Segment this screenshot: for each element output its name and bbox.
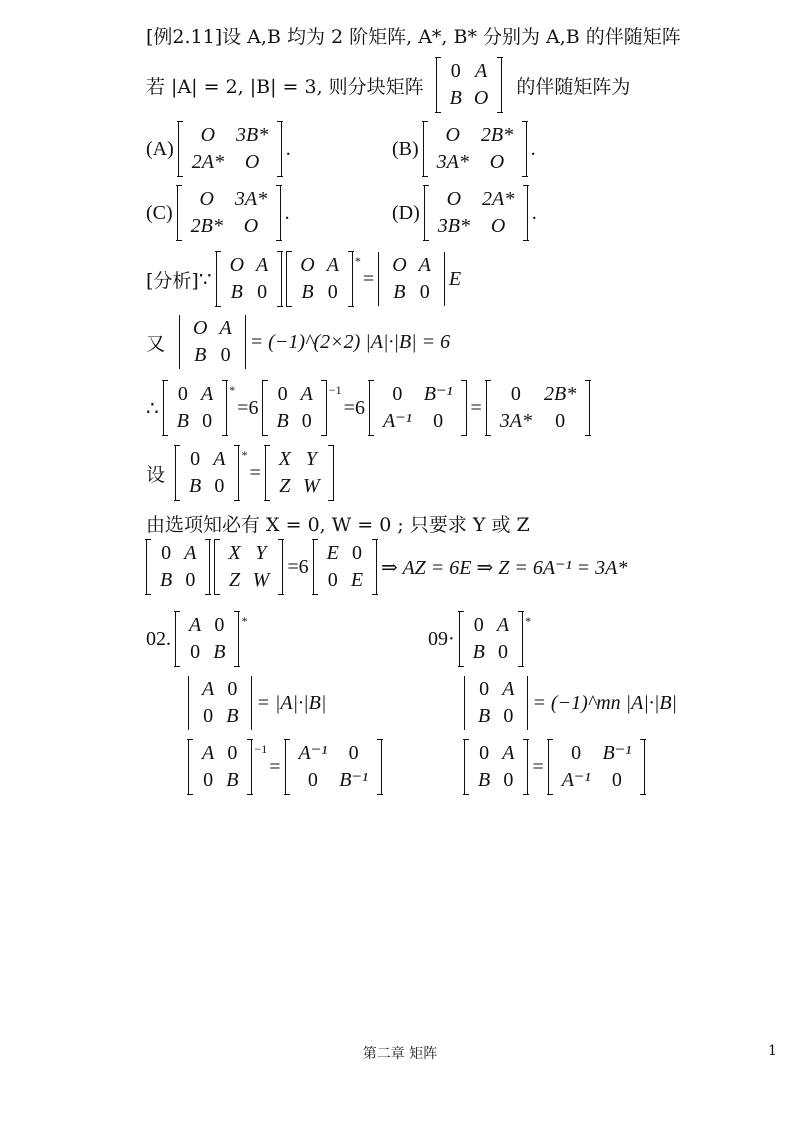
option-matrix: O 2A* 3B* O <box>424 186 528 240</box>
option-matrix: O 3B* 2A* O <box>178 122 282 176</box>
because-symbol: ∵ <box>198 268 212 291</box>
option-key: (B) <box>392 137 419 160</box>
option-key: (C) <box>146 201 173 224</box>
chain: ⇒ AZ = 6E ⇒ Z = 6A⁻¹ = 3A* <box>381 556 628 579</box>
analysis-line-2 <box>146 315 450 369</box>
analysis-known: 由选项知必有 X = 0, W = 0 ; 只要求 Y 或 Z <box>146 514 530 536</box>
problem-stem-2-post: 的伴随矩阵为 <box>516 75 631 98</box>
analysis-line-1: [分析] ∵ O A B 0 O A B 0 * = O A B 0 E <box>146 252 461 306</box>
note-09-det: 0 A B 0 = (−1)^mn |A|·|B| <box>460 676 677 730</box>
option-key: (D) <box>392 201 420 224</box>
set-word: 设 <box>146 463 166 486</box>
problem-line-2 <box>146 58 630 112</box>
determinant: O A B 0 <box>179 315 246 369</box>
analysis-line-4: 设 0 A B 0 * = X Y Z W <box>146 446 338 500</box>
note-09: 09· 0 A B 0 * <box>428 612 533 666</box>
note-02-det: A 0 0 B = |A|·|B| <box>184 676 326 730</box>
option-matrix: O 2B* 3A* O <box>423 122 527 176</box>
note-02-label: 02. <box>146 627 171 650</box>
analysis-label: [分析] <box>146 269 199 292</box>
chapter-footer: 第二章 矩阵 <box>362 1046 438 1062</box>
problem-stem-1: 设 A,B 均为 2 阶矩阵, A*, B* 分别为 A,B 的伴随矩阵 <box>222 26 681 48</box>
analysis-line-6: 0 A B 0 X Y Z W = 6 E 0 0 E ⇒ AZ = 6E ⇒ Z = 6A⁻¹ = 3A* <box>146 540 627 594</box>
note-09-label: 09· <box>428 627 455 650</box>
identity-E: E <box>448 267 462 290</box>
note-02: 02. A 0 0 B * <box>146 612 249 666</box>
determinant: O A B 0 <box>378 252 445 306</box>
page-number: 1 <box>768 1043 777 1059</box>
note-09-inverse: 0 A B 0 = 0 B⁻¹ A⁻¹ 0 <box>460 740 649 794</box>
option-b: (B) O 2B* 3A* O . <box>392 122 536 176</box>
option-a: (A) O 3B* 2A* O . <box>146 122 291 176</box>
option-d: (D) O 2A* 3B* O . <box>392 186 537 240</box>
again-word: 又 <box>146 332 166 355</box>
option-matrix: O 3A* 2B* O <box>177 186 281 240</box>
problem-stem-2-pre: 若 |A| = 2, |B| = 3, 则分块矩阵 <box>146 75 424 98</box>
option-c: (C) O 3A* 2B* O . <box>146 186 290 240</box>
therefore-symbol: ∴ <box>146 397 159 420</box>
problem-line-1 <box>146 22 681 49</box>
det-result: = (−1)^(2×2) |A|·|B| = 6 <box>249 330 451 353</box>
analysis-line-3: ∴ 0 A B 0 * = 6 0 A B 0 −1 = 6 0 B⁻¹ A⁻¹ 0 = 0 2B* 3A* 0 <box>146 381 594 435</box>
block-matrix: 0 A B O <box>436 58 503 112</box>
note-02-inverse: A 0 0 B −1 = A⁻¹ 0 0 B⁻¹ <box>184 740 386 794</box>
option-key: (A) <box>146 137 174 160</box>
problem-label: [例2.11] <box>146 26 223 48</box>
